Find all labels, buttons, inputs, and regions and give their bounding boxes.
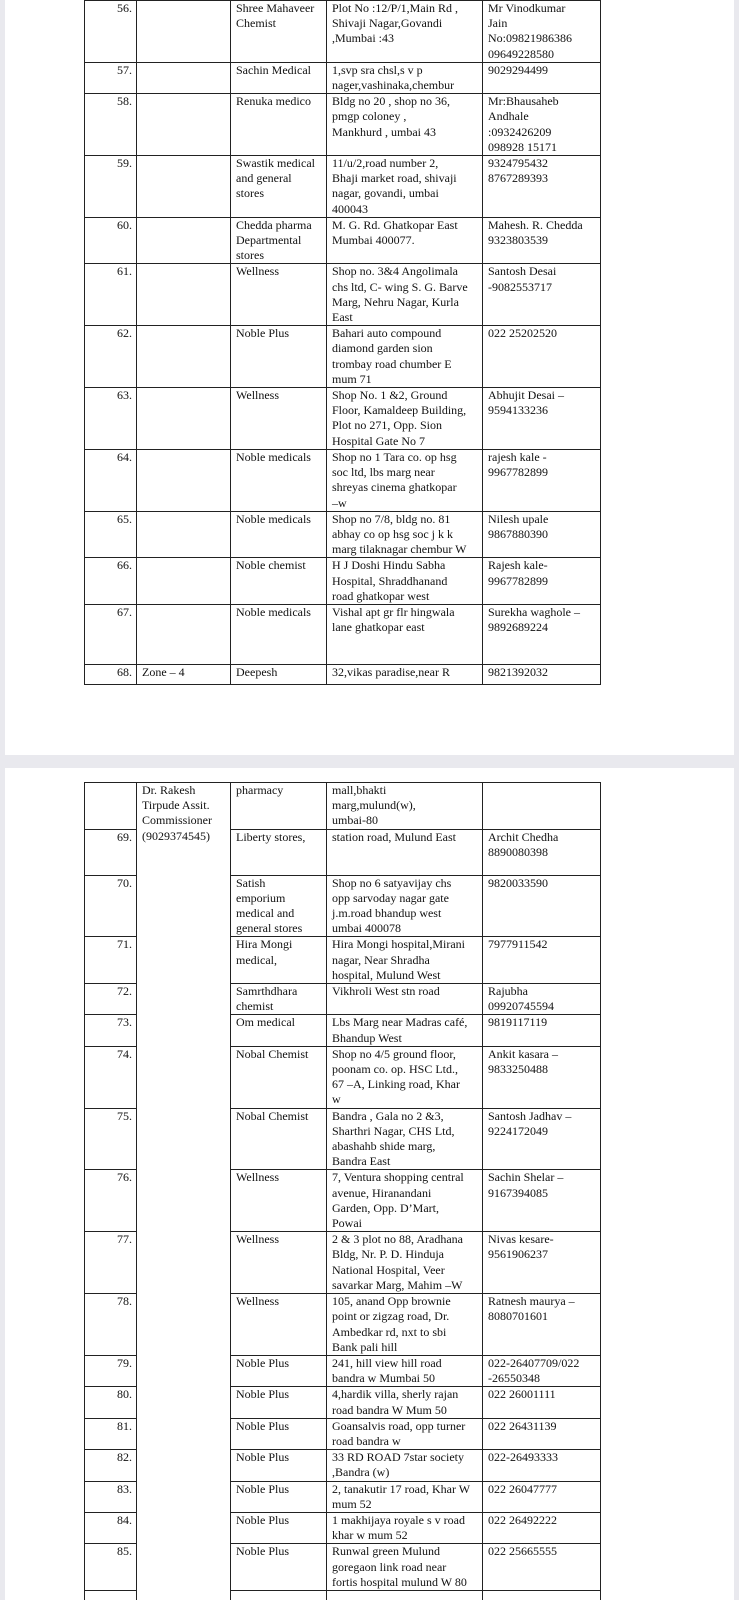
table-row: [85, 664, 601, 684]
serial-number: 79.: [85, 1355, 137, 1386]
table-row: [85, 264, 601, 326]
address: Bahari auto compound diamond garden sion trombay road chumber E mum 71: [327, 326, 483, 388]
contact: 022 26047777: [483, 1481, 601, 1512]
chemist-name: Noble Plus: [231, 1387, 327, 1418]
serial-number: 57.: [85, 62, 137, 93]
chemist-name: Noble medicals: [231, 604, 327, 664]
table-row: [85, 604, 601, 664]
contact: Nivas kesare- 9561906237: [483, 1232, 601, 1294]
document-page-1: [5, 0, 734, 755]
chemist-name: Nobal Chemist: [231, 1108, 327, 1170]
chemist-name: Om medical: [231, 1015, 327, 1046]
address: 7, Ventura shopping central avenue, Hiranandani Garden, Opp. D’Mart, Powai: [327, 1170, 483, 1232]
chemist-name: Wellness: [231, 1294, 327, 1356]
table-row: [85, 156, 601, 218]
contact: [483, 783, 601, 830]
chemist-list-table: [84, 782, 601, 1600]
chemist-list-table: [84, 0, 601, 685]
contact: 022 26492222: [483, 1512, 601, 1543]
chemist-name: Wellness: [231, 1232, 327, 1294]
serial-number: 66.: [85, 558, 137, 605]
contact: [483, 1590, 601, 1600]
chemist-name: Noble medicals: [231, 449, 327, 511]
zone-cell: [137, 1, 231, 63]
address: Lbs Marg near Madras café, Bhandup West: [327, 1015, 483, 1046]
chemist-name: Noble Plus: [231, 1450, 327, 1481]
zone-cell: [137, 326, 231, 388]
contact: 022 25202520: [483, 326, 601, 388]
zone-cell: [137, 604, 231, 664]
serial-number: 81.: [85, 1418, 137, 1449]
address: Shop no 6 satyavijay chs opp sarvoday nagar gate j.m.road bhandup west umbai 400078: [327, 875, 483, 937]
serial-number: 78.: [85, 1294, 137, 1356]
chemist-name: Liberty stores,: [231, 829, 327, 875]
serial-number: 85.: [85, 1544, 137, 1591]
table-row: [85, 388, 601, 450]
table-row: [85, 1, 601, 63]
chemist-name: Noble chemist: [231, 558, 327, 605]
address: Shop no 7/8, bldg no. 81 abhay co op hsg soc j k k marg tilaknagar chembur W: [327, 511, 483, 558]
address: mall,bhakti marg,mulund(w), umbai-80: [327, 783, 483, 830]
serial-number: 75.: [85, 1108, 137, 1170]
serial-number: 65.: [85, 511, 137, 558]
zone-cell: [137, 156, 231, 218]
chemist-name: Wellness: [231, 388, 327, 450]
zone-cell: [137, 94, 231, 156]
contact: Abhujit Desai – 9594133236: [483, 388, 601, 450]
address: Bandra , Gala no 2 &3, Sharthri Nagar, CHS Ltd, abashahb shide marg, Bandra East: [327, 1108, 483, 1170]
address: station road, Mulund East: [327, 829, 483, 875]
chemist-name: Noble medicals: [231, 511, 327, 558]
serial-number: 76.: [85, 1170, 137, 1232]
address: 1 makhijaya royale s v road khar w mum 52: [327, 1512, 483, 1543]
chemist-name: Noble Plus: [231, 1355, 327, 1386]
contact: 9821392032: [483, 664, 601, 684]
contact: Nilesh upale 9867880390: [483, 511, 601, 558]
serial-number: 59.: [85, 156, 137, 218]
contact: Archit Chedha 8890080398: [483, 829, 601, 875]
address: 4,hardik villa, sherly rajan road bandra W Mum 50: [327, 1387, 483, 1418]
zone-cell: [137, 558, 231, 605]
chemist-name: Deepesh: [231, 664, 327, 684]
chemist-name: Noble Plus: [231, 326, 327, 388]
serial-number: [85, 783, 137, 830]
contact: Ankit kasara – 9833250488: [483, 1046, 601, 1108]
address: 241, hill view hill road bandra w Mumbai 50: [327, 1355, 483, 1386]
chemist-name: Samrthdhara chemist: [231, 984, 327, 1015]
serial-number: 58.: [85, 94, 137, 156]
address: Shop no 4/5 ground floor, poonam co. op. HSC Ltd., 67 –A, Linking road, Khar w: [327, 1046, 483, 1108]
chemist-name: Hira Mongi medical,: [231, 937, 327, 984]
chemist-name: Renuka medico: [231, 94, 327, 156]
contact: Rajubha 09920745594: [483, 984, 601, 1015]
chemist-name: Satish emporium medical and general stores: [231, 875, 327, 937]
chemist-name: Noble Plus: [231, 1418, 327, 1449]
address: 1,svp sra chsl,s v p nager,vashinaka,chembur: [327, 62, 483, 93]
serial-number: 77.: [85, 1232, 137, 1294]
chemist-name: Noble Plus: [231, 1512, 327, 1543]
address: 2 & 3 plot no 88, Aradhana Bldg, Nr. P. D. Hinduja National Hospital, Veer savarkar Marg, Mahim –W: [327, 1232, 483, 1294]
address: [327, 1590, 483, 1600]
chemist-name: Swastik medical and general stores: [231, 156, 327, 218]
chemist-name: Wellness: [231, 264, 327, 326]
address: Vikhroli West stn road: [327, 984, 483, 1015]
table-row: [85, 783, 601, 830]
zone-cell: Zone – 4: [137, 664, 231, 684]
address: 11/u/2,road number 2, Bhaji market road, shivaji nagar, govandi, umbai 400043: [327, 156, 483, 218]
address: Hira Mongi hospital,Mirani nagar, Near Shradha hospital, Mulund West: [327, 937, 483, 984]
contact: Ratnesh maurya – 8080701601: [483, 1294, 601, 1356]
zone-cell: [137, 449, 231, 511]
serial-number: 71.: [85, 937, 137, 984]
contact: Surekha waghole – 9892689224: [483, 604, 601, 664]
chemist-name: pharmacy: [231, 783, 327, 830]
contact: Santosh Jadhav – 9224172049: [483, 1108, 601, 1170]
contact: rajesh kale - 9967782899: [483, 449, 601, 511]
address: Shop No. 1 &2, Ground Floor, Kamaldeep Building, Plot no 271, Opp. Sion Hospital Gate No 7: [327, 388, 483, 450]
contact: 022 26431139: [483, 1418, 601, 1449]
table-row: [85, 449, 601, 511]
address: Runwal green Mulund goregaon link road near fortis hospital mulund W 80: [327, 1544, 483, 1591]
address: Shop no 1 Tara co. op hsg soc ltd, lbs marg near shreyas cinema ghatkopar –w: [327, 449, 483, 511]
serial-number: 82.: [85, 1450, 137, 1481]
serial-number: [85, 1590, 137, 1600]
serial-number: 84.: [85, 1512, 137, 1543]
contact: 022-26493333: [483, 1450, 601, 1481]
zone-cell: [137, 511, 231, 558]
address: H J Doshi Hindu Sabha Hospital, Shraddhanand road ghatkopar west: [327, 558, 483, 605]
contact: 9324795432 8767289393: [483, 156, 601, 218]
address: Shop no. 3&4 Angolimala chs ltd, C- wing S. G. Barve Marg, Nehru Nagar, Kurla East: [327, 264, 483, 326]
serial-number: 69.: [85, 829, 137, 875]
address: 32,vikas paradise,near R: [327, 664, 483, 684]
zone-cell: [137, 62, 231, 93]
table-row: [85, 94, 601, 156]
table-row: [85, 217, 601, 264]
contact: 022 25665555: [483, 1544, 601, 1591]
zone-cell: [137, 264, 231, 326]
serial-number: 74.: [85, 1046, 137, 1108]
chemist-name: Shree Mahaveer Chemist: [231, 1, 327, 63]
address: M. G. Rd. Ghatkopar East Mumbai 400077.: [327, 217, 483, 264]
serial-number: 63.: [85, 388, 137, 450]
chemist-name: Wellness: [231, 1170, 327, 1232]
serial-number: 68.: [85, 664, 137, 684]
serial-number: 60.: [85, 217, 137, 264]
chemist-name: [231, 1590, 327, 1600]
chemist-name: Noble Plus: [231, 1481, 327, 1512]
zone-cell: [137, 388, 231, 450]
serial-number: 80.: [85, 1387, 137, 1418]
contact: 9820033590: [483, 875, 601, 937]
contact: Mr Vinodkumar Jain No:09821986386 09649228580: [483, 1, 601, 63]
contact: 9029294499: [483, 62, 601, 93]
contact: 9819117119: [483, 1015, 601, 1046]
contact: Santosh Desai -9082553717: [483, 264, 601, 326]
contact: Mr:Bhausaheb Andhale :0932426209 098928 15171: [483, 94, 601, 156]
address: Goansalvis road, opp turner road bandra w: [327, 1418, 483, 1449]
address: 33 RD ROAD 7star society ,Bandra (w): [327, 1450, 483, 1481]
address: 105, anand Opp brownie point or zigzag road, Dr. Ambedkar rd, nxt to sbi Bank pali hill: [327, 1294, 483, 1356]
chemist-name: Sachin Medical: [231, 62, 327, 93]
address: Vishal apt gr flr hingwala lane ghatkopar east: [327, 604, 483, 664]
serial-number: 72.: [85, 984, 137, 1015]
chemist-name: Noble Plus: [231, 1544, 327, 1591]
chemist-name: Nobal Chemist: [231, 1046, 327, 1108]
contact: Rajesh kale- 9967782899: [483, 558, 601, 605]
chemist-name: Chedda pharma Departmental stores: [231, 217, 327, 264]
zone-officer: Dr. Rakesh Tirpude Assit. Commissioner (9029374545): [137, 783, 231, 1600]
serial-number: 70.: [85, 875, 137, 937]
address: 2, tanakutir 17 road, Khar W mum 52: [327, 1481, 483, 1512]
address: Bldg no 20 , shop no 36, pmgp coloney , Mankhurd , umbai 43: [327, 94, 483, 156]
table-row: [85, 511, 601, 558]
contact: 022-26407709/022 -26550348: [483, 1355, 601, 1386]
contact: Mahesh. R. Chedda 9323803539: [483, 217, 601, 264]
serial-number: 73.: [85, 1015, 137, 1046]
serial-number: 62.: [85, 326, 137, 388]
zone-cell: [137, 217, 231, 264]
serial-number: 61.: [85, 264, 137, 326]
table-row: [85, 326, 601, 388]
address: Plot No :12/P/1,Main Rd , Shivaji Nagar,Govandi ,Mumbai :43: [327, 1, 483, 63]
serial-number: 83.: [85, 1481, 137, 1512]
contact: 022 26001111: [483, 1387, 601, 1418]
table-row: [85, 62, 601, 93]
contact: 7977911542: [483, 937, 601, 984]
contact: Sachin Shelar – 9167394085: [483, 1170, 601, 1232]
document-page-2: [5, 768, 734, 1600]
serial-number: 56.: [85, 1, 137, 63]
serial-number: 67.: [85, 604, 137, 664]
table-row: [85, 558, 601, 605]
serial-number: 64.: [85, 449, 137, 511]
